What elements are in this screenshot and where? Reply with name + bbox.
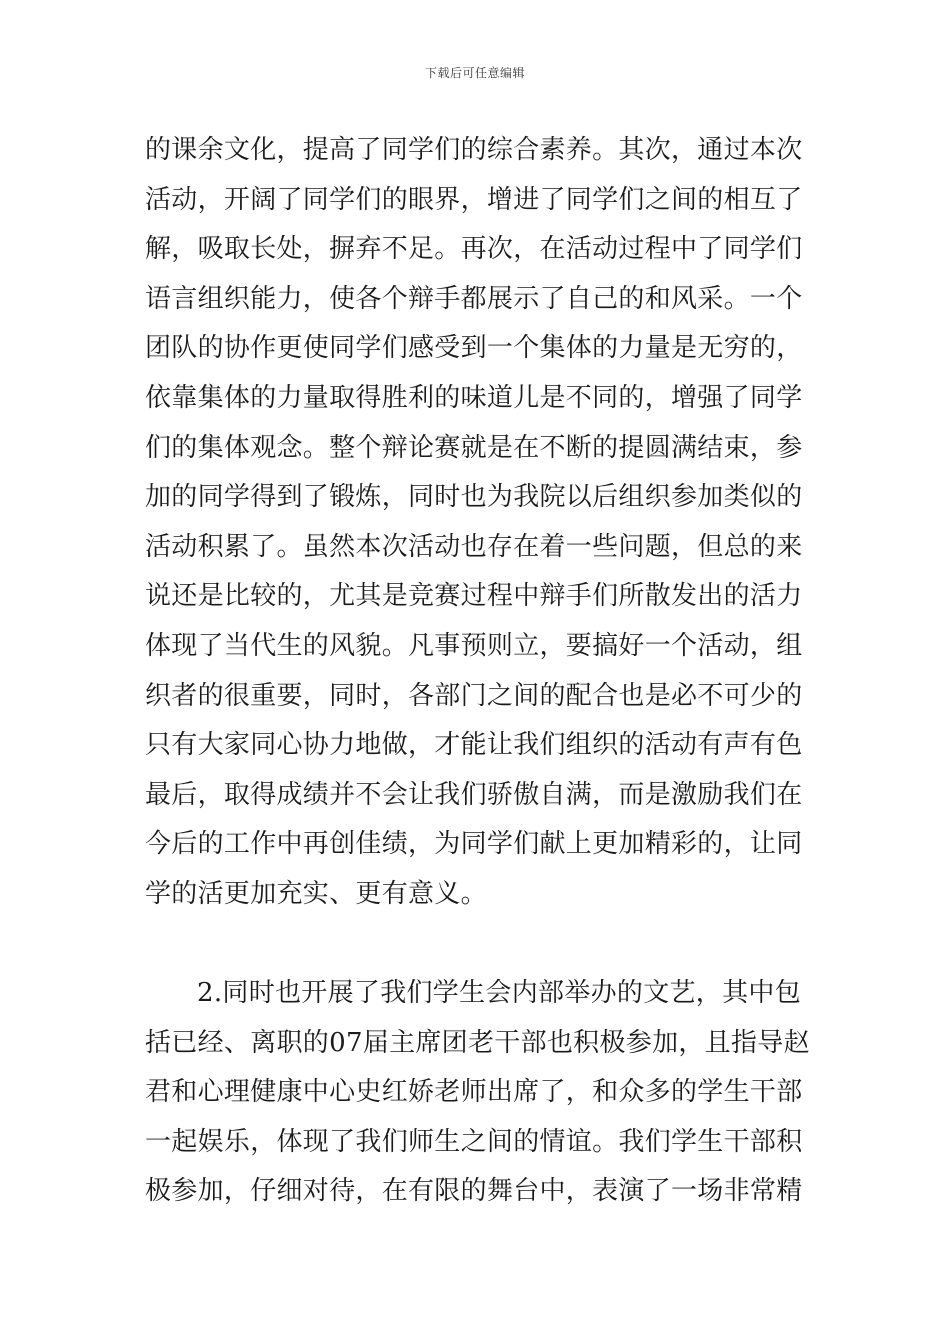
text-line: 2.同时也开展了我们学生会内部举办的文艺，其中包 [197, 978, 802, 1009]
text-line: 只有大家同心协力地做，才能让我们组织的活动有声有色 [145, 730, 803, 761]
text-line: 解，吸取长处，摒弃不足。再次，在活动过程中了同学们 [145, 234, 803, 265]
document-body [145, 126, 810, 1217]
text-line: 极参加，仔细对待，在有限的舞台中，表演了一场非常精 [145, 1176, 803, 1207]
text-line: 们的集体观念。整个辩论赛就是在不断的提圆满结束，参 [145, 432, 803, 463]
text-line: 依靠集体的力量取得胜利的味道儿是不同的，增强了同学 [145, 382, 803, 413]
text-line: 团队的协作更使同学们感受到一个集体的力量是无穷的， [145, 333, 803, 364]
text-line: 体现了当代生的风貌。凡事预则立，要搞好一个活动，组 [145, 630, 803, 661]
text-line: 括已经、离职的07届主席团老干部也积极参加，且指导赵 [145, 1027, 810, 1058]
paragraph-gap [145, 920, 810, 970]
text-line: 学的活更加充实、更有意义。 [145, 878, 487, 909]
text-line: 最后，取得成绩并不会让我们骄傲自满，而是激励我们在 [145, 779, 803, 810]
text-line: 语言组织能力，使各个辩手都展示了自己的和风采。一个 [145, 283, 803, 314]
text-line: 活动，开阔了同学们的眼界，增进了同学们之间的相互了 [145, 184, 803, 215]
text-line: 说还是比较的，尤其是竞赛过程中辩手们所散发出的活力 [145, 581, 803, 612]
text-line: 织者的很重要，同时，各部门之间的配合也是必不可少的 [145, 680, 803, 711]
text-line: 活动积累了。虽然本次活动也存在着一些问题，但总的来 [145, 531, 803, 562]
paragraph-1 [145, 126, 810, 920]
page-header: 下载后可任意编辑 [424, 66, 525, 80]
text-line: 今后的工作中再创佳绩，为同学们献上更加精彩的，让同 [145, 829, 803, 860]
paragraph-2 [145, 969, 810, 1217]
text-line: 一起娱乐，体现了我们师生之间的情谊。我们学生干部积 [145, 1126, 803, 1157]
text-line: 君和心理健康中心史红娇老师出席了，和众多的学生干部 [145, 1077, 803, 1108]
text-line: 加的同学得到了锻炼，同时也为我院以后组织参加类似的 [145, 482, 803, 513]
text-line: 的课余文化，提高了同学们的综合素养。其次，通过本次 [145, 135, 803, 165]
